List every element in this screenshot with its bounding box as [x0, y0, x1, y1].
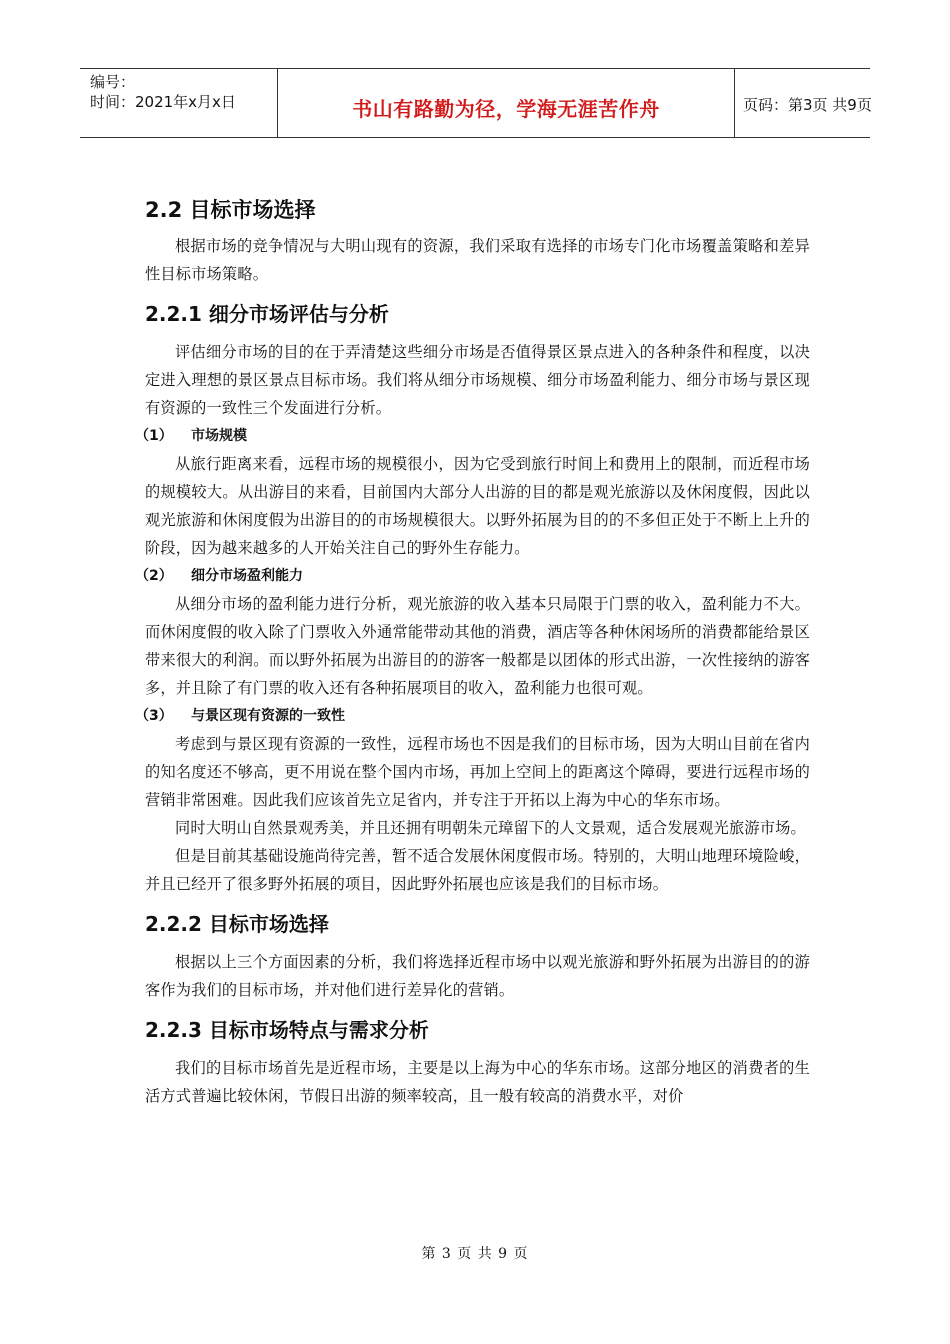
consistency-paragraph-3: 但是目前其基础设施尚待完善，暂不适合发展休闲度假市场。特别的，大明山地理环境险峻，并且已经开了很多野外拓展的项目，因此野外拓展也应该是我们的目标市场。 [145, 847, 810, 893]
header-motto-cell [278, 69, 735, 137]
subheading-label: 细分市场盈利能力 [191, 568, 303, 584]
serial-number-label: 编号： [90, 73, 136, 91]
section-2-2-2-paragraph: 根据以上三个方面因素的分析，我们将选择近程市场中以观光旅游和野外拓展为出游目的的游客作为我们的目标市场，并对他们进行差异化的营销。 [145, 953, 810, 999]
subheading-profitability [135, 562, 810, 590]
page-footer: 第 3 页 共 9 页 [421, 1246, 529, 1262]
section-2-2-2-title: 2.2.2 目标市场选择 [145, 912, 329, 936]
section-2-2-paragraph: 根据市场的竞争情况与大明山现有的资源，我们采取有选择的市场专门化市场覆盖策略和差异性目标市场策略。 [145, 237, 810, 283]
motto-text: 书山有路勤为径，学海无涯苦作舟 [352, 97, 660, 121]
date-label: 时间：2021年x月x日 [90, 93, 236, 111]
section-2-2-3-title: 2.2.3 目标市场特点与需求分析 [145, 1018, 429, 1042]
subheading-number: （3） [135, 708, 173, 724]
subheading-market-size [135, 422, 810, 450]
document-body [135, 190, 810, 1110]
header-table [80, 68, 870, 138]
consistency-paragraph-1: 考虑到与景区现有资源的一致性，远程市场也不因是我们的目标市场，因为大明山目前在省内的知名度还不够高，更不用说在整个国内市场，再加上空间上的距离这个障碍，要进行远程市场的营销非常困难。因此我们应该首先立足省内，并专注于开拓以上海为中心的华东市场。 [145, 735, 810, 809]
header-page-cell [735, 69, 870, 137]
market-size-paragraph: 从旅行距离来看，远程市场的规模很小，因为它受到旅行时间上和费用上的限制，而近程市场的规模较大。从出游目的来看，目前国内大部分人出游的目的都是观光旅游以及休闲度假，因此以观光旅游和休闲度假为出游目的的市场规模很大。以野外拓展为目的的不多但正处于不断上上升的阶段，因为越来越多的人开始关注自己的野外生存能力。 [145, 455, 810, 557]
profitability-paragraph: 从细分市场的盈利能力进行分析，观光旅游的收入基本只局限于门票的收入，盈利能力不大。而休闲度假的收入除了门票收入外通常能带动其他的消费，酒店等各种休闲场所的消费都能给景区带来很大的利润。而以野外拓展为出游目的的游客一般都是以团体的形式出游，一次性接纳的游客多，并且除了有门票的收入还有各种拓展项目的收入，盈利能力也很可观。 [145, 595, 810, 697]
section-2-2-1-title: 2.2.1 细分市场评估与分析 [145, 302, 389, 326]
section-2-2-title: 2.2 目标市场选择 [145, 198, 316, 222]
subheading-label: 市场规模 [191, 428, 247, 444]
section-2-2-3-paragraph: 我们的目标市场首先是近程市场，主要是以上海为中心的华东市场。这部分地区的消费者的生活方式普遍比较休闲，节假日出游的频率较高，且一般有较高的消费水平，对价 [145, 1059, 810, 1105]
subheading-number: （2） [135, 568, 173, 584]
subheading-number: （1） [135, 428, 173, 444]
subheading-label: 与景区现有资源的一致性 [191, 708, 345, 724]
section-2-2-1-paragraph: 评估细分市场的目的在于弄清楚这些细分市场是否值得景区景点进入的各种条件和程度，以决定进入理想的景区景点目标市场。我们将从细分市场规模、细分市场盈利能力、细分市场与景区现有资源的一致性三个发面进行分析。 [145, 343, 810, 417]
subheading-resource-consistency [135, 702, 810, 730]
consistency-paragraph-2: 同时大明山自然景观秀美，并且还拥有明朝朱元璋留下的人文景观，适合发展观光旅游市场。 [175, 819, 806, 837]
header-page-info: 页码：第3页 共9页 [743, 96, 872, 114]
header-meta-cell [80, 69, 278, 137]
